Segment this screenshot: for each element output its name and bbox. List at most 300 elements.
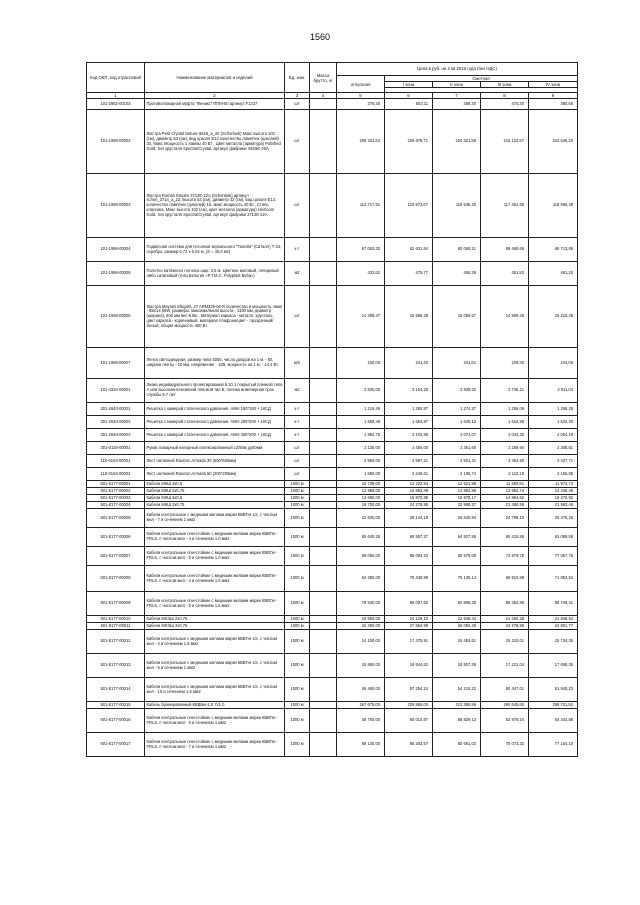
row-name: Лента светодиодная, размер чипа 5050, число диодов на 1 м. - 60, ширина ленты - 10 мм, напряжение - 12В, мощность на 1 м. - 14,4 Вт. [145,348,285,379]
row-price-zone-1: 475,77 [385,262,433,286]
row-unit: 1000 м [285,502,310,509]
row-price-zone-4: 2 064,18 [529,429,578,442]
header-unit: Ед. изм. [285,63,310,93]
row-price-zone-4: 17 698,35 [529,654,578,678]
row-price-zone-2: 15 059,67 [433,286,481,348]
header-name: Наименование материалов и изделий [145,63,285,93]
row-code: 501-8177-00015 [87,702,145,709]
table-row [87,174,578,238]
row-unit: 1000 м [285,616,310,623]
header-code: Код ОКП, код отраслевой [87,63,145,93]
row-name: Кабели МКЭШ 2х0,75 [145,616,285,623]
row-code: 101-4334-00001 [87,379,145,403]
table-row [87,455,578,468]
row-mass [310,416,337,429]
row-name: Кабели контрольные огнестойкие с медными жилами марки КВВГнг-FRLS, с числом жил - 7 и сечением 1 мм2 [145,733,285,757]
table-row [87,348,578,379]
row-price-zone-3: 2 259,94 [481,442,529,455]
row-price-zone-2: 64 927,86 [433,528,481,547]
row-mass [310,174,337,238]
row-mass [310,403,337,416]
row-price-zone-1: 229 878,71 [385,110,433,174]
table-row [87,733,578,757]
row-code: 501-8177-00001 [87,481,145,488]
column-number: 1 [87,93,145,99]
row-price-zone-3: 2 735,21 [481,379,529,403]
row-name: Лист натяжной Ravizon Armada 50 (200*200мм) [145,468,285,481]
row-price-zone-4: 480,65 [529,99,578,110]
row-code: 501-8177-00007 [87,547,145,566]
row-price-zone-4: 3 437,71 [529,455,578,468]
row-price-release: 220,06 [337,348,385,379]
table-row [87,99,578,110]
row-price-release: 1 850,00 [337,468,385,481]
row-price-zone-3: 451,83 [481,262,529,286]
row-price-release: 433,62 [337,262,385,286]
row-price-zone-2: 12 521,98 [433,481,481,488]
row-unit: 1000 м [285,733,310,757]
row-price-zone-4: 77 154,10 [529,733,578,757]
row-unit: 1000 м [285,547,310,566]
row-price-zone-1: 85 203,57 [385,733,433,757]
row-price-release: 14 308,47 [337,286,385,348]
row-price-zone-4: 2 155,85 [529,468,578,481]
row-price-release: 2 130,00 [337,442,385,455]
row-price-release: 2 960,00 [337,455,385,468]
row-price-zone-4: 222 645,20 [529,110,578,174]
row-name: Подвесная система для потолков зеркального "Талейн" (Ситалл) Т-24, серебро, размер 6,72 х 6,04 м, (S = 40,6 м2) [145,238,285,262]
table-row [87,623,578,630]
row-price-zone-4: 15 734,35 [529,630,578,654]
row-price-zone-3: 2 044,30 [481,429,529,442]
row-code: 301-2640-00003 [87,429,145,442]
header-mass: Масса брутто, кг [310,63,337,93]
row-code: 101-1958-00005 [87,262,145,286]
row-price-release: 79 530,00 [337,592,385,616]
table-row [87,630,578,654]
row-price-zone-2: 60 060,21 [433,238,481,262]
row-mass [310,455,337,468]
row-price-zone-3: 15 310,01 [481,630,529,654]
row-price-zone-4: 298 701,52 [529,702,578,709]
row-code: 501-8177-00005 [87,509,145,528]
row-price-zone-1: 123 673,67 [385,174,433,238]
row-price-zone-1: 98 007,52 [385,592,433,616]
row-code: 501-8177-00017 [87,733,145,757]
row-price-zone-4: 234,06 [529,348,578,379]
row-price-zone-4: 15 218,49 [529,286,578,348]
header-estimate: Сметная [385,76,578,82]
row-unit: к-т [285,429,310,442]
column-number: 6 [385,93,433,99]
row-code: 501-8177-00016 [87,709,145,733]
row-price-zone-2: 2 195,74 [433,468,481,481]
row-name: Кабели контрольные с медными жилами марки КВВГнг-LS, с числом жил - 5 и сечением 1 мм2 [145,654,285,678]
row-code: 101-1958-00003 [87,174,145,238]
table-row [87,379,578,403]
row-unit: шт [285,110,310,174]
row-price-zone-4: 24 951,77 [529,623,578,630]
row-price-zone-1: 27 554,99 [385,623,433,630]
row-price-zone-2: 16 453,61 [433,630,481,654]
row-price-zone-4: 15 276,82 [529,495,578,502]
row-price-zone-3: 3 364,90 [481,455,529,468]
row-price-zone-2: 14 994,95 [433,488,481,495]
row-price-zone-2: 2 351,65 [433,442,481,455]
table-row [87,416,578,429]
column-number: 7 [433,93,481,99]
row-price-zone-1: 16 870,85 [385,495,433,502]
row-price-zone-1: 15 893,49 [385,488,433,495]
row-price-zone-2: 22 988,37 [433,502,481,509]
row-price-zone-4: 1 632,30 [529,416,578,429]
row-price-zone-2: 22 848,34 [433,616,481,623]
row-code: 301-0126-00001 [87,442,145,455]
row-price-zone-3: 13 952,74 [481,488,529,495]
row-price-zone-1: 502,11 [385,99,433,110]
row-mass [310,442,337,455]
row-mass [310,733,337,757]
row-mass [310,468,337,481]
row-price-zone-4: 11 973,73 [529,481,578,488]
row-code: 501-8177-00012 [87,630,145,654]
row-code: 301-2640-00001 [87,403,145,416]
row-price-zone-2: 1 274,37 [433,403,481,416]
row-price-zone-2: 2 939,52 [433,379,481,403]
column-number: 2 [145,93,285,99]
row-unit: к-т [285,416,310,429]
row-unit: м/п [285,348,310,379]
row-price-zone-4: 54 344,88 [529,709,578,733]
row-price-release: 15 860,00 [337,654,385,678]
row-price-zone-2: 456,39 [433,262,481,286]
row-unit: к-т [285,238,310,262]
table-row [87,678,578,702]
row-price-zone-1: 241,45 [385,348,433,379]
row-code: 110-0163-00001 [87,455,145,468]
row-code: 501-8177-00003 [87,495,145,502]
row-mass [310,110,337,174]
row-unit: 1000 м [285,678,310,702]
row-mass [310,678,337,702]
row-unit: 1000 м [285,528,310,547]
row-price-zone-2: 231,61 [433,348,481,379]
row-unit: шт [285,99,310,110]
row-unit: к-т [285,403,310,416]
row-price-zone-3: 59 460,69 [481,238,529,262]
row-price-zone-3: 52 879,24 [481,709,529,733]
row-mass [310,502,337,509]
row-code: 301-2640-00002 [87,416,145,429]
row-price-zone-1: 24 129,10 [385,616,433,623]
row-price-zone-3: 69 910,69 [481,566,529,592]
row-price-zone-1: 13 222,94 [385,481,433,488]
table-row [87,110,578,174]
header-zone-2: II зона [433,82,481,88]
row-price-release: 22 830,00 [337,509,385,528]
header-release: отпускная [337,76,385,93]
row-price-zone-2: 75 135,14 [433,566,481,592]
header-zone-3: III зона [481,82,529,88]
row-price-zone-2: 15 978,17 [433,495,481,502]
row-price-zone-1: 60 014,87 [385,709,433,733]
row-price-release: 22 360,00 [337,623,385,630]
row-price-zone-4: 71 853,52 [529,566,578,592]
row-price-zone-3: 14 909,45 [481,286,529,348]
table-row [87,488,578,495]
table-row [87,262,578,286]
row-mass [310,99,337,110]
row-code: 501-8177-00006 [87,528,145,547]
row-price-zone-1: 62 631,64 [385,238,433,262]
row-name: Люстра Petit Crystal Deluxe 6618_a_20 (Schonbek) Макс высота 102 (см), диаметр 53 (см), вид цоколя Е12 количество ламп/чек (цоколей) 20, Макс Мощность 1 лампы 40 Вт , Цвет металла (арматура) Polished Gold, тип хрусталя Spectra/Crystal, артикул фабрики: 6618E-20A [145,110,285,174]
row-price-zone-4: 77 057,75 [529,547,578,566]
row-price-zone-1: 28 134,19 [385,509,433,528]
table-row [87,495,578,502]
table-row [87,468,578,481]
row-mass [310,495,337,502]
row-price-zone-2: 80 681,02 [433,733,481,757]
row-unit: шт [285,174,310,238]
row-price-zone-4: 25 476,25 [529,509,578,528]
table-row [87,429,578,442]
row-name: Кабели контрольные огнестойкие с медными жилами марки КВВГнг-FRLS, с числом жил - 4 и сечением 1,0 мм2 [145,528,285,547]
row-name: Решетка с камерой статического давления. АМН 200*200 + 1КСД [145,416,285,429]
table-row [87,528,578,547]
row-price-release: 1 219,49 [337,403,385,416]
row-name: Решетка с камерой статического давления. АМН 150*150 + 1КСД [145,403,285,416]
table-body [87,99,578,757]
row-price-release: 14 100,00 [337,630,385,654]
row-mass [310,379,337,403]
table-row [87,481,578,488]
row-mass [310,348,337,379]
row-mass [310,623,337,630]
row-mass [310,528,337,547]
row-name: Люстра Roman Empire 3714E-22A (Schonbek) артикул schon_3714_a_22, высота 52 (см), диаметр 42 (см), вид цоколя Е12, количество ламп/чек (цоколей) 10, макс.мощность 40 Вт., Стиль классика, Макс высота 102 (см), цвет металла (арматура) Heirloom Gold, тип хрусталя Spectra/Crystal, артикул фабрики 3714E-22A [145,174,285,238]
row-price-zone-3: 50 447,01 [481,678,529,702]
row-name: Кабели МКШ 2х0,5 [145,481,285,488]
row-price-zone-2: 80 579,08 [433,547,481,566]
row-price-zone-2: 2 074,07 [433,429,481,442]
row-mass [310,709,337,733]
row-price-release: 2 830,00 [337,379,385,403]
row-price-zone-3: 17 221,04 [481,654,529,678]
row-name: Кабели контрольные огнестойкие с медными жилами марки КВВГнг-FRLS, с числом жил - 5 и сечением 1,0 мм2 [145,547,285,566]
row-price-release: 10 739,00 [337,481,385,488]
row-price-zone-2: 220 321,59 [433,110,481,174]
row-price-zone-2: 1 640,12 [433,416,481,429]
row-code: 101-1958-00006 [87,286,145,348]
row-code: 501-8177-00010 [87,616,145,623]
row-name: Знаки индивидуального проектирования 6.10.1 покрытый пленкой типа А или высокоинтенсивной пленкой тип Б, пленка инженерная срок службы 5-7 лет [145,379,285,403]
row-name: Полотно натяжного потолка шир. 3,5 м. Цветное матовый, глянцевый либо сатиновый (п-во Бельгия «P.T.M.C. Polyplast Bvba») [145,262,285,286]
row-price-zone-2: 26 640,84 [433,509,481,528]
row-code: 501-8177-00011 [87,623,145,630]
row-name: Кабели МКШ 2х0,75 [145,488,285,495]
row-name: Кабели контрольные с медными жилами марки КВВГнг-LS, с числом жил - 10 и сечением 1,5 мм2 [145,678,285,702]
row-price-zone-1: 17 375,91 [385,630,433,654]
header-zone-4: IV зона [529,82,578,88]
row-name: Рукав пожарный напорный латексированный с2/50м ду50мм [145,442,285,455]
row-price-zone-4: 62 089,58 [529,528,578,547]
row-price-zone-4: 60 713,88 [529,238,578,262]
row-price-zone-1: 68 587,37 [385,528,433,547]
table-row [87,509,578,528]
row-price-zone-3: 229,30 [481,348,529,379]
row-price-release: 57 063,33 [337,238,385,262]
row-price-zone-3: 470,20 [481,99,529,110]
row-price-zone-3: 86 354,95 [481,592,529,616]
row-mass [310,509,337,528]
row-price-release: 69 140,00 [337,733,385,757]
row-price-zone-1: 15 699,28 [385,286,433,348]
row-price-zone-2: 92 805,35 [433,592,481,616]
row-price-zone-3: 24 278,85 [481,623,529,630]
row-price-zone-1: 24 278,95 [385,502,433,509]
row-unit: шт [285,468,310,481]
table-row [87,709,578,733]
row-price-release: 48 700,00 [337,709,385,733]
row-price-zone-1: 3 587,21 [385,455,433,468]
row-code: 110-0163-00002 [87,468,145,481]
row-price-zone-4: 21 983,45 [529,502,578,509]
row-price-zone-4: 14 339,45 [529,488,578,495]
header-price-group: Цена в руб. на 2 кв 2016 года (без НДС) [337,63,578,76]
page-number: 1560 [309,32,331,42]
row-mass [310,616,337,623]
row-price-zone-1: 85 093,33 [385,547,433,566]
row-mass [310,238,337,262]
row-mass [310,481,337,488]
row-unit: 1000 м [285,481,310,488]
row-price-zone-4: 1 268,29 [529,403,578,416]
row-price-zone-3: 21 260,28 [481,616,529,623]
row-price-zone-3: 11 650,81 [481,481,529,488]
row-unit: 1000 м [285,495,310,502]
row-name: Кабели МКШ 3х0,75 [145,502,285,509]
row-code: 101-1958-00004 [87,238,145,262]
row-unit: м2 [285,379,310,403]
row-code: 501-8177-00004 [87,502,145,509]
row-price-release: 112 717,51 [337,174,385,238]
row-name: Кабели контрольные огнестойкие с медными жилами марки КВВГнг-FRLS, с числом жил - 5 и сечением 1 мм2 [145,709,285,733]
row-price-release: 379,25 [337,99,385,110]
table-row [87,502,578,509]
row-unit: шт [285,455,310,468]
row-price-release: 55 640,25 [337,528,385,547]
table-row [87,442,578,455]
row-price-zone-1: 2 249,61 [385,468,433,481]
row-price-zone-2: 489,20 [433,99,481,110]
row-name: Кабели контрольные с медными жилами марки КВВГнг-LS, с числом жил - 4 и сечением 1,5 мм2 [145,630,285,654]
row-price-release: 46 460,00 [337,678,385,702]
row-unit: 1000 м [285,654,310,678]
row-price-zone-4: 2 811,04 [529,379,578,403]
row-unit: 1000 м [285,709,310,733]
column-number: 3 [285,93,310,99]
row-code: 101-1958-00007 [87,348,145,379]
row-price-release: 1 569,49 [337,416,385,429]
row-name: Противопожарная муфта "Феникс" ППМ-50 артикул F1237 [145,99,285,110]
row-mass [310,262,337,286]
row-name: Кабели контрольные огнестойкие с медными жилами марки КВВГнг-FRLS, с числом жил - 5 и сечением 1,5 мм2 [145,592,285,616]
row-code: 101-1958-00002 [87,110,145,174]
column-number: 4 [310,93,337,99]
row-code: 501-8177-00013 [87,654,145,678]
row-mass [310,592,337,616]
row-price-zone-2: 56 829,13 [433,709,481,733]
row-price-zone-4: 88 748,41 [529,592,578,616]
table-row [87,702,578,709]
row-price-zone-2: 54 215,22 [433,678,481,702]
row-price-zone-2: 3 501,31 [433,455,481,468]
row-price-zone-3: 21 390,59 [481,502,529,509]
table-row [87,238,578,262]
row-price-release: 209 331,64 [337,110,385,174]
row-name: Кабели контрольные огнестойкие с медными жилами марки КВВГнг-FRLS, с числом жил - 4 и сечением 1,5 мм2 [145,566,285,592]
row-price-release: 12 859,00 [337,488,385,495]
row-price-zone-4: 2 308,81 [529,442,578,455]
row-price-zone-2: 312 355,96 [433,702,481,709]
row-price-zone-3: 1 256,09 [481,403,529,416]
row-price-zone-2: 118 635,20 [433,174,481,238]
row-price-zone-3: 75 073,32 [481,733,529,757]
column-number: 9 [529,93,578,99]
column-number: 8 [481,93,529,99]
row-price-zone-1: 57 254,24 [385,678,433,702]
row-price-release: 267 675,00 [337,702,385,709]
row-price-zone-1: 3 104,29 [385,379,433,403]
row-name: Кабель бронированный КВВБнг-LS 7х1.0 [145,702,285,709]
row-price-zone-2: 26 092,39 [433,623,481,630]
row-price-release: 1 984,75 [337,429,385,442]
row-mass [310,702,337,709]
row-mass [310,654,337,678]
row-unit: 1000 м [285,509,310,528]
table-row [87,547,578,566]
row-unit: м2 [285,262,310,286]
row-name: Кабели МКШ 3х0,5 [145,495,285,502]
row-price-zone-3: 2 110,19 [481,468,529,481]
row-unit: 1000 м [285,592,310,616]
row-price-zone-4: 51 845,23 [529,678,578,702]
row-mass [310,488,337,495]
table-row [87,566,578,592]
row-price-release: 19 700,00 [337,502,385,509]
row-price-zone-4: 119 586,38 [529,174,578,238]
table-row [87,286,578,348]
row-unit: шт [285,286,310,348]
row-code: 101-3862-00103 [87,99,145,110]
row-unit: 1000 м [285,488,310,495]
row-mass [310,630,337,654]
row-price-zone-3: 117 451,65 [481,174,529,238]
table-row [87,592,578,616]
row-mass [310,547,337,566]
row-price-zone-4: 21 849,54 [529,616,578,623]
row-price-zone-3: 290 645,60 [481,702,529,709]
row-unit: шт [285,442,310,455]
row-price-release: 19 580,00 [337,616,385,623]
row-price-zone-1: 19 544,62 [385,654,433,678]
row-price-zone-2: 18 507,39 [433,654,481,678]
row-mass [310,429,337,442]
row-price-zone-3: 216 123,57 [481,110,529,174]
row-price-zone-3: 60 415,86 [481,528,529,547]
header-zone-1: I зона [385,82,433,88]
row-unit: 1000 м [285,623,310,630]
